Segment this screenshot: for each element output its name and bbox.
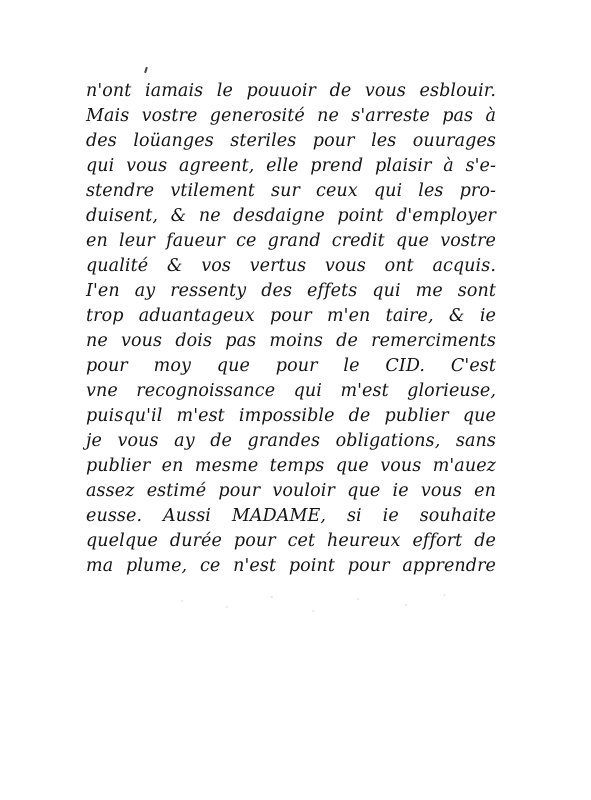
text-line: Mais vostre generosité ne s'arreste pas à — [86, 106, 496, 126]
text-line: qui vous agreent, elle prend plaisir à s'e- — [86, 156, 496, 176]
text-line: publier en mesme temps que vous m'auez — [86, 456, 496, 476]
text-line: ma plume, ce n'est point pour apprendre — [86, 556, 496, 576]
text-line: ne vous dois pas moins de remerciments — [86, 331, 496, 351]
text-line: pour moy que pour le CID. C'est — [86, 356, 496, 376]
text-line: puisqu'il m'est impossible de publier que — [86, 406, 496, 426]
text-line: vne recognoissance qui m'est glorieuse, — [86, 381, 496, 401]
text-line: qualité & vos vertus vous ont acquis. — [86, 256, 496, 276]
text-line: assez estimé pour vouloir que ie vous en — [86, 481, 496, 501]
text-line: je vous ay de grandes obligations, sans — [86, 431, 496, 451]
text-line: n'ont iamais le pouuoir de vous esblouir. — [86, 81, 496, 101]
text-line: en leur faueur ce grand credit que vostre — [86, 231, 496, 251]
text-line: stendre vtilement sur ceux qui les pro- — [86, 181, 496, 201]
text-line: quelque durée pour cet heureux effort de — [86, 531, 496, 551]
text-line: eusse. Aussi MADAME, si ie souhaite — [86, 506, 496, 526]
text-line: I'en ay ressenty des effets qui me sont — [86, 281, 496, 301]
text-line: duisent, & ne desdaigne point d'employer — [86, 206, 496, 226]
ink-mark — [144, 67, 148, 73]
text-line: trop aduantageux pour m'en taire, & ie — [86, 306, 496, 326]
paper-noise — [150, 585, 470, 625]
text-line: des loüanges steriles pour les ouurages — [86, 131, 496, 151]
